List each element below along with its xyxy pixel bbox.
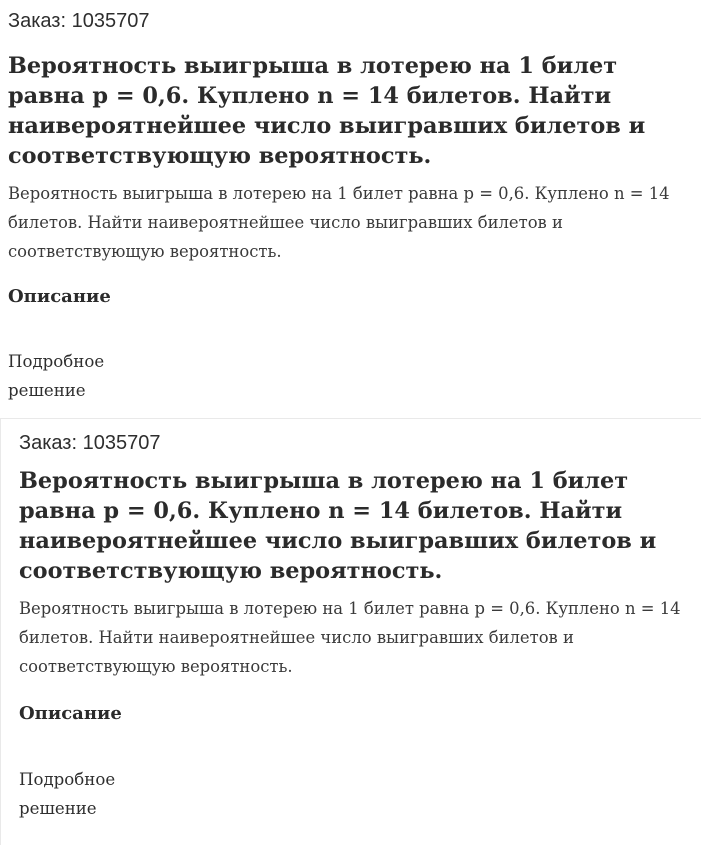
task-title: Вероятность выигрыша в лотерею на 1 билет равна p = 0,6. Куплено n = 14 билетов. Найти наивероятнейшее число выигравших билетов и соответствующую вероятность. xyxy=(19,468,657,584)
task-description: Вероятность выигрыша в лотерею на 1 билет равна p = 0,6. Куплено n = 14 билетов. Найти наивероятнейшее число выигравших билетов и соответствующую вероятность. xyxy=(8,184,670,261)
order-number: Заказ: 1035707 xyxy=(19,432,161,454)
order-number: Заказ: 1035707 xyxy=(8,10,150,32)
task-card-duplicate xyxy=(0,418,701,845)
task-title: Вероятность выигрыша в лотерею на 1 билет равна p = 0,6. Куплено n = 14 билетов. Найти наивероятнейшее число выигравших билетов и соответствующую вероятность. xyxy=(8,53,646,169)
task-card xyxy=(0,0,701,405)
detailed-solution-label: Подробное решение xyxy=(8,352,105,400)
task-description: Вероятность выигрыша в лотерею на 1 билет равна p = 0,6. Куплено n = 14 билетов. Найти наивероятнейшее число выигравших билетов и соответствующую вероятность. xyxy=(19,599,681,676)
description-heading: Описание xyxy=(8,286,111,307)
description-heading: Описание xyxy=(19,703,122,724)
detailed-solution-label: Подробное решение xyxy=(19,770,116,818)
